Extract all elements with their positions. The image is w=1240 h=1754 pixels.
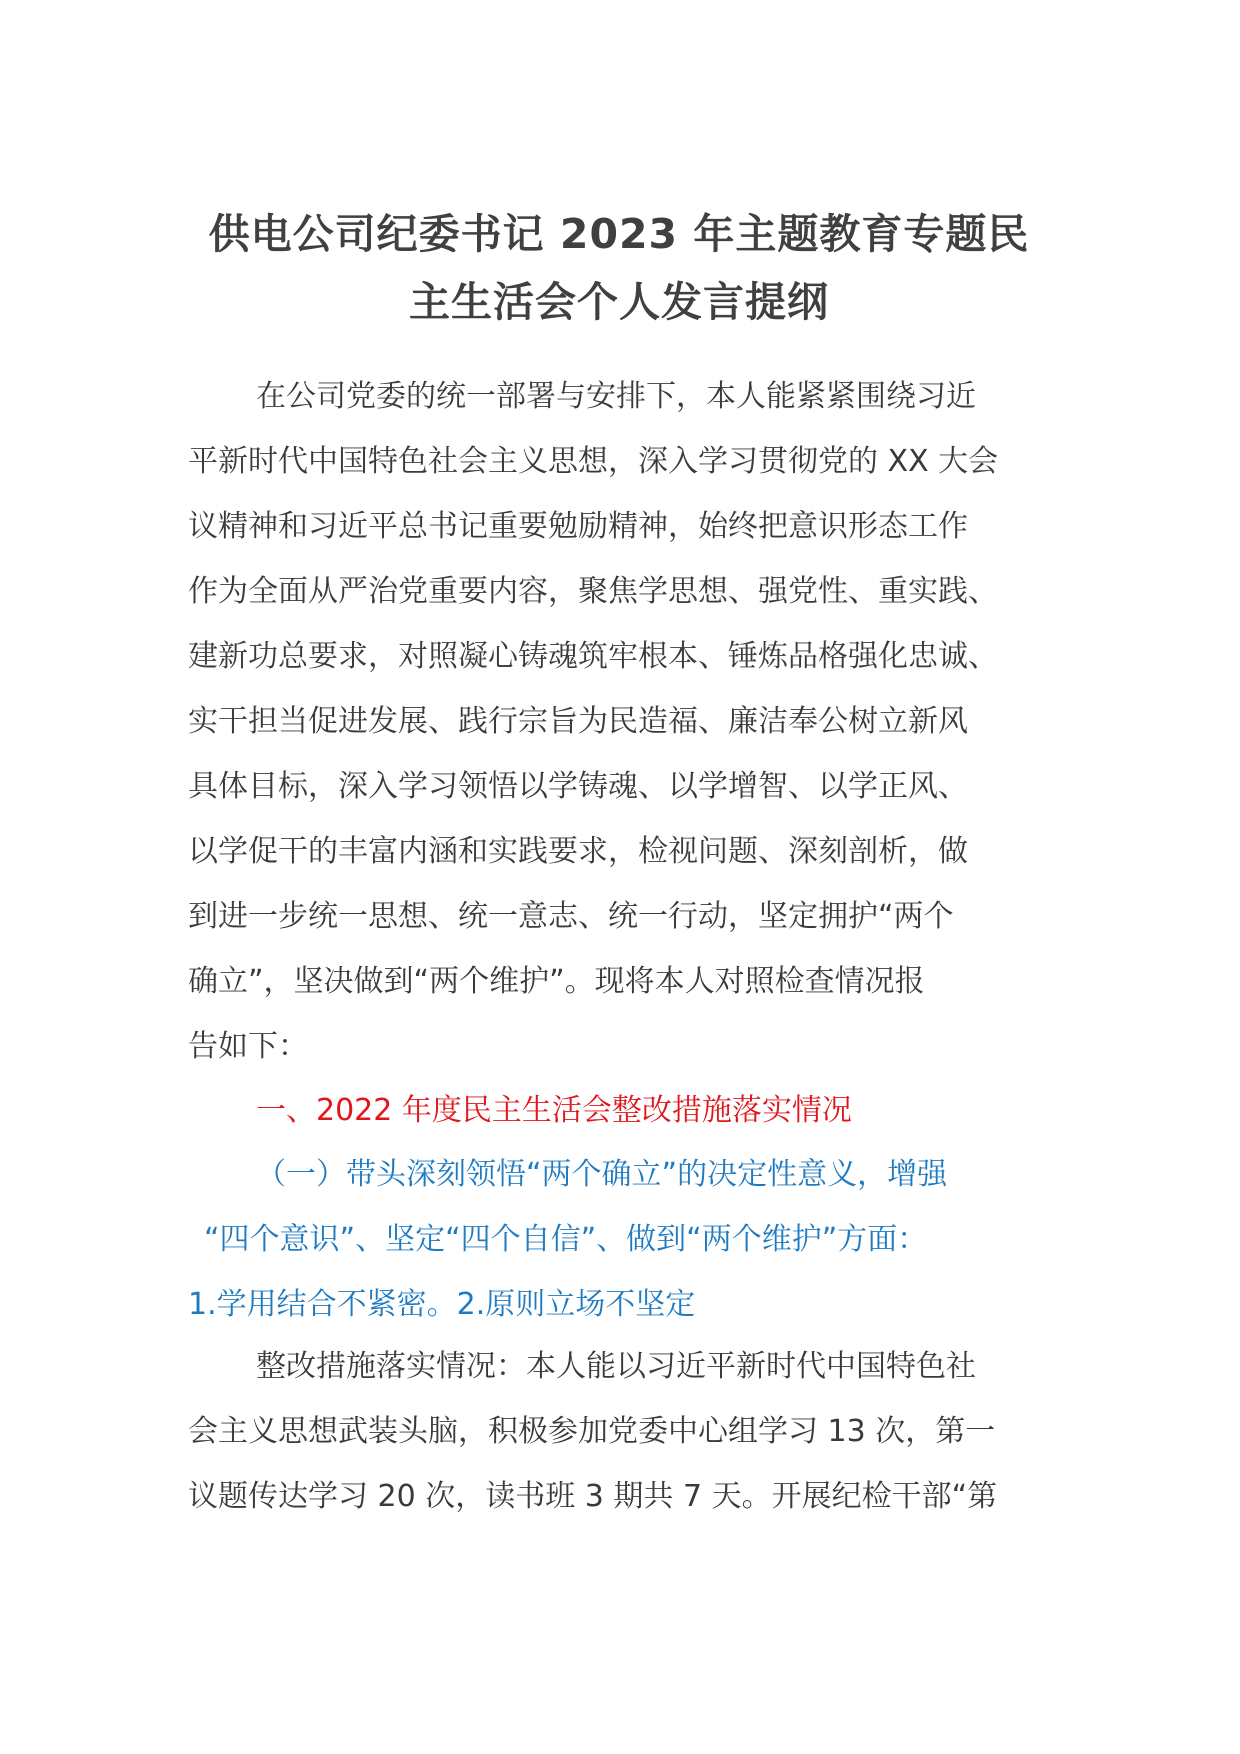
rectification-paragraph [188,1334,1058,1529]
paragraph-line: 整改措施落实情况：本人能以习近平新时代中国特色社 [256,1349,976,1384]
paragraph-line: 作为全面从严治党重要内容，聚焦学思想、强党性、重实践、 [188,574,998,609]
paragraph-line: 确立”，坚决做到“两个维护”。现将本人对照检查情况报 [188,964,925,999]
paragraph-line: 实干担当促进发展、践行宗旨为民造福、廉洁奉公树立新风 [188,704,968,739]
paragraph-line: 会主义思想武装头脑，积极参加党委中心组学习 13 次，第一 [188,1414,996,1449]
heading-line: 1.学用结合不紧密。2.原则立场不坚定 [188,1287,696,1322]
paragraph-line: 议题传达学习 20 次，读书班 3 期共 7 天。开展纪检干部“第 [188,1479,998,1514]
paragraph-line: 到进一步统一思想、统一意志、统一行动，坚定拥护“两个 [188,899,954,934]
document-title [150,200,1088,336]
title-line: 供电公司纪委书记 2023 年主题教育专题民 [208,210,1030,258]
paragraph-line: 以学促干的丰富内涵和实践要求，检视问题、深刻剖析，做 [188,834,968,869]
title-line: 主生活会个人发言提纲 [409,278,829,326]
paragraph-line: 议精神和习近平总书记重要勉励精神，始终把意识形态工作 [188,509,968,544]
paragraph-line: 告如下： [188,1029,308,1064]
subsection-heading-1 [188,1142,1058,1337]
paragraph-line: 平新时代中国特色社会主义思想，深入学习贯彻党的 XX 大会 [188,444,999,479]
heading-line: 一、2022 年度民主生活会整改措施落实情况 [256,1093,852,1128]
heading-line: （一）带头深刻领悟“两个确立”的决定性意义，增强 [256,1157,948,1192]
intro-paragraph [188,364,1058,1079]
section-heading-1 [188,1078,1058,1143]
heading-line: “四个意识”、坚定“四个自信”、做到“两个维护”方面： [204,1222,928,1257]
paragraph-line: 在公司党委的统一部署与安排下，本人能紧紧围绕习近 [256,379,976,414]
paragraph-line: 建新功总要求，对照凝心铸魂筑牢根本、锤炼品格强化忠诚、 [188,639,998,674]
paragraph-line: 具体目标，深入学习领悟以学铸魂、以学增智、以学正风、 [188,769,968,804]
